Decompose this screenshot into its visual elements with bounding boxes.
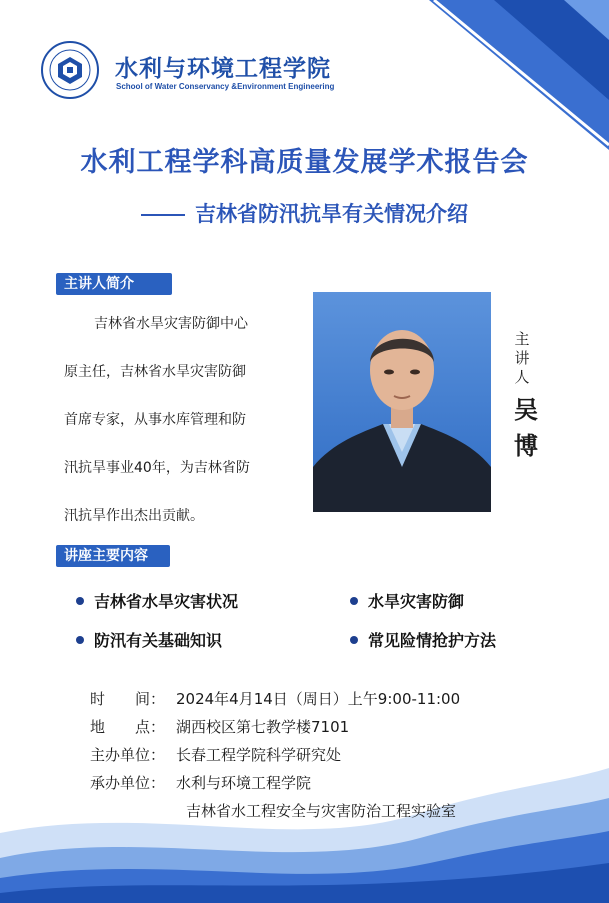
- time-row: [90, 685, 560, 713]
- speaker-intro-heading: 主讲人简介: [56, 273, 172, 295]
- topic-text: 常见险情抢护方法: [368, 631, 497, 650]
- intro-line: 原主任，吉林省水旱灾害防御: [64, 364, 246, 380]
- corner-decoration: [309, 0, 609, 150]
- place-value: 湖西校区第七教学楼7101: [176, 718, 350, 736]
- organizer-row-2: [90, 797, 560, 825]
- organizer-row: [90, 769, 560, 797]
- speaker-name-char: 博: [514, 431, 538, 460]
- school-name-cn: 水利与环境工程学院: [115, 56, 331, 82]
- topic-text: 水旱灾害防御: [368, 592, 465, 611]
- event-title: 水利工程学科高质量发展学术报告会: [80, 147, 529, 178]
- speaker-label: 主讲人: [514, 330, 530, 386]
- topic-text: 防汛有关基础知识: [94, 631, 223, 650]
- time-label: 时 间：: [90, 690, 166, 708]
- speaker-intro-text: [64, 312, 296, 552]
- event-subtitle-text: 吉林省防汛抗旱有关情况介绍: [195, 202, 468, 226]
- bullet-icon: [76, 597, 84, 605]
- intro-line: 汛抗旱事业40年，为吉林省防: [64, 460, 250, 476]
- topic-item: [76, 628, 222, 651]
- speaker-name: [511, 392, 541, 464]
- bullet-icon: [76, 636, 84, 644]
- school-name-en: School of Water Conservancy &Environment Engineering: [116, 82, 335, 91]
- place-label: 地 点：: [90, 718, 166, 736]
- topic-item: [76, 589, 238, 612]
- organizer-value: 水利与环境工程学院: [176, 774, 312, 792]
- intro-line: 汛抗旱作出杰出贡献。: [64, 508, 204, 524]
- topic-text: 吉林省水旱灾害状况: [94, 592, 239, 611]
- intro-line: 吉林省水旱灾害防御中心: [94, 316, 248, 332]
- event-subtitle: [0, 198, 609, 228]
- topic-item: [350, 628, 496, 651]
- place-row: [90, 713, 560, 741]
- intro-line: 首席专家，从事水库管理和防: [64, 412, 246, 428]
- speaker-photo: [313, 292, 491, 512]
- time-value: 2024年4月14日（周日）上午9:00-11:00: [176, 690, 461, 708]
- subtitle-dash: [141, 214, 185, 216]
- speaker-name-char: 吴: [514, 395, 538, 424]
- bullet-icon: [350, 636, 358, 644]
- lecture-content-heading: 讲座主要内容: [56, 545, 170, 567]
- host-row: [90, 741, 560, 769]
- host-value: 长春工程学院科学研究处: [176, 746, 342, 764]
- bullet-icon: [350, 597, 358, 605]
- topic-item: [350, 589, 464, 612]
- organizer-label: 承办单位：: [90, 774, 166, 792]
- organizer-value-2: 吉林省水工程安全与灾害防治工程实验室: [186, 802, 457, 820]
- event-details: [90, 685, 560, 825]
- host-label: 主办单位：: [90, 746, 166, 764]
- school-logo: [40, 40, 100, 100]
